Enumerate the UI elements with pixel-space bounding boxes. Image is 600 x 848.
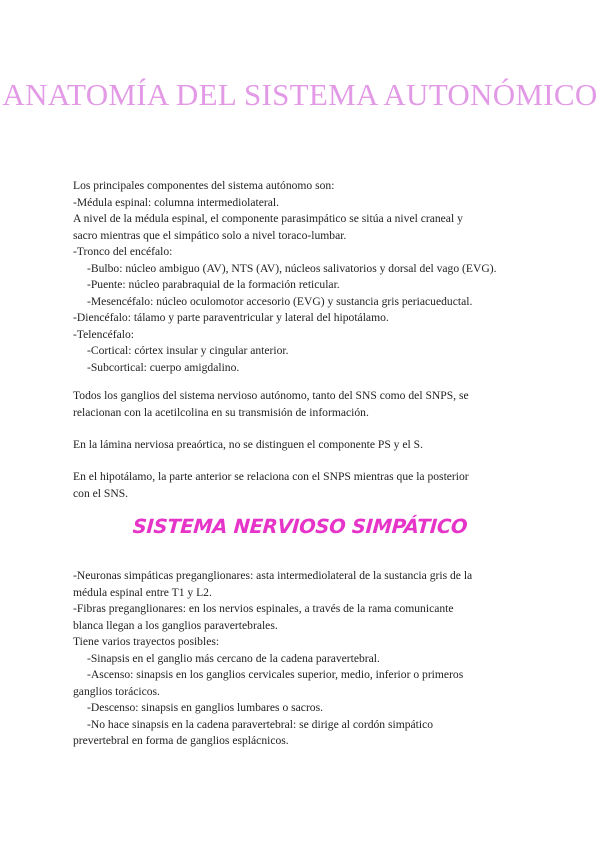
page-title: ANATOMÍA DEL SISTEMA AUTONÓMICO (2, 77, 598, 112)
text-line: -Cortical: córtex insular y cingular anterior. (87, 344, 289, 357)
paragraph-ganglios (73, 388, 529, 421)
text-line: -No hace sinapsis en la cadena paravertebral: se dirige al cordón simpático (87, 717, 434, 731)
text-line: con el SNS. (73, 486, 129, 500)
paragraph-lamina (73, 437, 529, 454)
text-line: Los principales componentes del sistema autónomo son: (73, 179, 335, 192)
section-title: SISTEMA NERVIOSO SIMPÁTICO (132, 515, 468, 538)
intro-block (73, 178, 529, 376)
text-line: En el hipotálamo, la parte anterior se relaciona con el SNPS mientras que la posterior (73, 470, 469, 483)
text-line: -Tronco del encéfalo: (73, 245, 173, 258)
text-line: relacionan con la acetilcolina en su transmisión de información. (73, 405, 369, 419)
text-line: sacro mientras que el simpático solo a nivel toraco-lumbar. (73, 228, 347, 242)
text-line: médula espinal entre T1 y L2. (73, 585, 212, 599)
text-line: -Médula espinal: columna intermediolateral. (73, 195, 280, 209)
sns-block (73, 568, 529, 750)
text-line: -Mesencéfalo: núcleo oculomotor accesorio (EVG) y sustancia gris periacueductal. (87, 294, 473, 308)
text-line: -Fibras preganglionares: en los nervios espinales, a través de la rama comunicante (73, 602, 454, 615)
text-line: -Sinapsis en el ganglio más cercano de la cadena paravertebral. (87, 651, 380, 665)
paragraph-hipotalamo (73, 469, 529, 502)
text-line: -Ascenso: sinapsis en los ganglios cervicales superior, medio, inferior o primeros (87, 668, 464, 681)
text-line: -Neuronas simpáticas preganglionares: asta intermediolateral de la sustancia gris de la (73, 569, 473, 582)
text-line: A nivel de la médula espinal, el componente parasimpático se sitúa a nivel craneal y (73, 212, 463, 225)
text-line: -Puente: núcleo parabraquial de la formación reticular. (87, 278, 340, 291)
text-line: prevertebral en forma de ganglios esplácnicos. (73, 734, 289, 747)
text-line: -Telencéfalo: (73, 327, 134, 341)
text-line: -Descenso: sinapsis en ganglios lumbares o sacros. (87, 701, 324, 714)
text-line: En la lámina nerviosa preaórtica, no se distinguen el componente PS y el S. (73, 438, 423, 451)
text-line: -Diencéfalo: tálamo y parte paraventricular y lateral del hipotálamo. (73, 311, 389, 324)
text-line: -Bulbo: núcleo ambiguo (AV), NTS (AV), núcleos salivatorios y dorsal del vago (EVG). (87, 261, 497, 275)
text-line: Tiene varios trayectos posibles: (73, 635, 220, 648)
text-line: ganglios torácicos. (73, 684, 160, 698)
text-line: blanca llegan a los ganglios paravertebrales. (73, 618, 278, 632)
text-line: Todos los ganglios del sistema nervioso autónomo, tanto del SNS como del SNPS, se (73, 389, 469, 402)
text-line: -Subcortical: cuerpo amigdalino. (87, 360, 240, 374)
